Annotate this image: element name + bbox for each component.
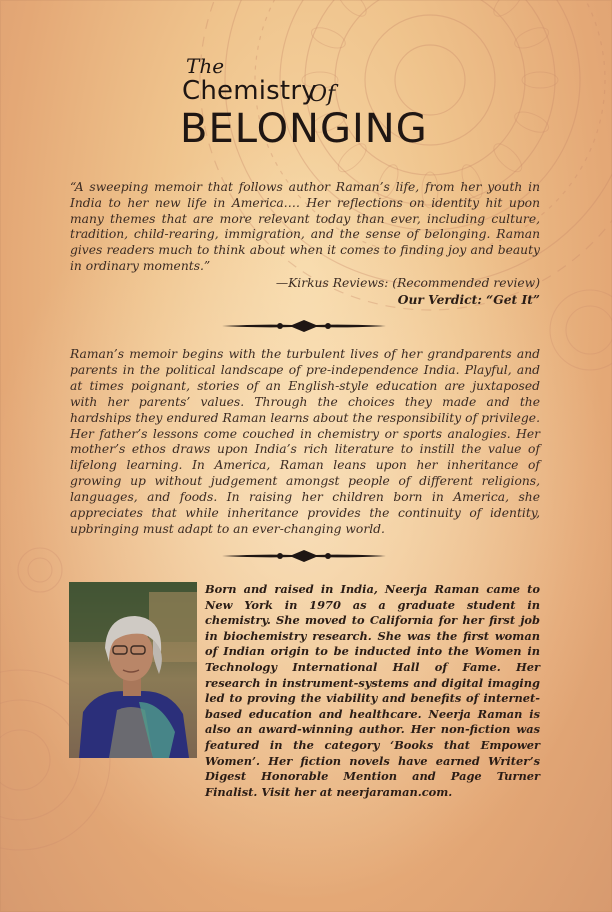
book-summary: Raman’s memoir begins with the turbulent lives of her grandparents and parents in the political landscape of pre-independence India. Playful, and at times poignant, stories of an English-style education are juxtaposed with her parents’ values. Through the choices they made and the hardships they endured Raman learns about the responsibility of privilege. Her father’s lessons come couched in chemistry or sports analogies. Her mother’s ethos draws upon India’s rich literature to instill the value of lifelong learning. In America, Raman leans upon her inheritance of growing up without judgement amongst people of different religions, languages, and foods. In raising her children born in America, she appreciates that while inheritance provides the continuity of identity, upbringing must adapt to an ever-changing world. [70,347,540,536]
title-chemistry: Chemistry [182,76,317,106]
ornament-divider [222,320,386,332]
title-the: The [186,54,225,78]
mandala-petal [512,108,551,137]
review-quote: “A sweeping memoir that follows author Raman’s life, from her youth in India to her new life in America…. Her reflections on identity hit upon many themes that are more relevant today than ever, including culture, tradition, child-rearing, immigration, and the sense of belonging. Raman gives readers much to think about when it comes to finding joy and beauty in ordinary moments.” [70,180,540,273]
ornament-divider [222,550,386,562]
mandala-petal [512,24,551,53]
mandala-petal [522,72,558,88]
title-of: Of [309,82,336,107]
mandala-petal [489,139,526,176]
author-bio: Born and raised in India, Neerja Raman came to New York in 1970 as a graduate student in chemistry. She moved to California for her first job in biochemistry research. She was the first woman of Indian origin to be inducted into the Women in Technology International Hall of Fame. Her research in instrument-systems and digital imaging led to proving the viability and benefits of internet-based education and healthcare. Neerja Raman is also an award-winning author. Her non-fiction was featured in the category ‘Books that Empower Women’. Her fiction novels have earned Writer’s Digest Honorable Mention and Page Turner Finalist. Visit her at neerjaraman.com. [205,582,540,799]
review-attribution: —Kirkus Reviews: (Recommended review) [275,276,540,290]
title-belonging: BELONGING [180,106,428,152]
mandala-petal [309,24,348,53]
author-photo [69,582,197,758]
review-verdict: Our Verdict: “Get It” [397,292,540,307]
